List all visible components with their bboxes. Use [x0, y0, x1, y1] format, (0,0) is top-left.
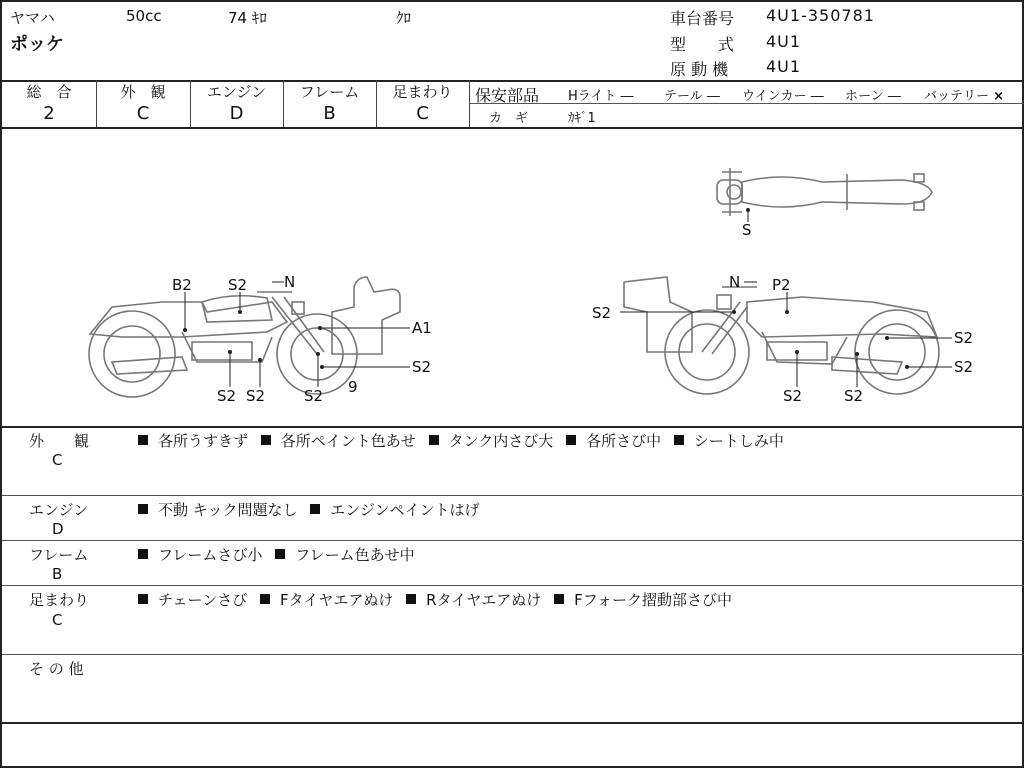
frame-number-label: 車台番号: [670, 9, 735, 28]
row-exterior-grade: C: [52, 451, 63, 469]
divider: [2, 426, 1024, 428]
divider: [469, 103, 1024, 104]
row-engine-label: エンジン: [29, 501, 89, 519]
grade-label: 足まわり: [392, 83, 453, 101]
safety-item-tail: テール ―: [664, 89, 720, 104]
divider: [2, 495, 1024, 496]
bullet-square-icon: [310, 504, 320, 514]
note: チェーンさび: [158, 591, 248, 609]
bike-right-view-icon: [624, 277, 939, 394]
grade-overall: [2, 82, 96, 126]
type-label: 型 式: [670, 35, 735, 54]
divider: [283, 80, 284, 127]
engine-model-label: 原 動 機: [670, 60, 729, 79]
grade-value: D: [229, 103, 244, 124]
label-s2: S2: [217, 387, 237, 405]
safety-item-horn: ホーン ―: [845, 89, 901, 104]
note: 不動 キック問題なし: [158, 501, 298, 519]
bullet-square-icon: [138, 435, 148, 445]
safety-item-headlight: Hライト ―: [568, 89, 634, 104]
bullet-square-icon: [261, 435, 271, 445]
label-s2: S2: [228, 276, 248, 294]
label-p2: P2: [772, 276, 791, 294]
grade-value: B: [323, 103, 336, 124]
label-n: N: [729, 273, 741, 291]
label-s2: S2: [783, 387, 803, 405]
grade-label: 総 合: [26, 83, 72, 101]
grade-value: C: [416, 103, 429, 124]
grade-value: C: [136, 103, 150, 124]
bullet-square-icon: [429, 435, 439, 445]
grade-label: エンジン: [206, 83, 267, 101]
row-suspension-grade: C: [52, 611, 63, 629]
maker: ヤマハ: [10, 9, 55, 27]
safety-item-battery: バッテリー ×: [924, 89, 1005, 104]
note: フレームさび小: [158, 546, 263, 564]
label-a1: A1: [412, 319, 432, 337]
safety-parts-title: 保安部品: [475, 86, 540, 105]
bullet-square-icon: [138, 549, 148, 559]
grade-exterior: [96, 82, 190, 126]
label-b2: B2: [172, 276, 192, 294]
grade-label: 外 観: [120, 83, 166, 101]
grade-label: フレーム: [299, 83, 360, 101]
note: Rタイヤエアぬけ: [426, 591, 542, 609]
note: フレーム色あせ中: [295, 546, 415, 564]
bullet-square-icon: [554, 594, 564, 604]
row-frame-label: フレーム: [29, 546, 89, 564]
grade-suspension: [376, 82, 469, 126]
note: タンク内さび大: [448, 432, 554, 450]
label-top-s: S: [742, 221, 752, 239]
note: Fタイヤエアぬけ: [280, 591, 394, 609]
mileage: 74 ｷﾛ: [228, 9, 267, 27]
note: エンジンペイントはげ: [330, 501, 480, 519]
row-suspension-label: 足まわり: [29, 591, 90, 609]
divider: [190, 80, 191, 127]
label-s2: S2: [844, 387, 864, 405]
key-label: カ ギ: [489, 111, 529, 126]
displacement: 50cc: [126, 7, 162, 25]
bullet-square-icon: [406, 594, 416, 604]
divider: [376, 80, 377, 127]
grade-engine: [190, 82, 283, 126]
engine-model-value: 4U1: [766, 57, 802, 76]
label-s2: S2: [246, 387, 266, 405]
damage-diagram: [2, 128, 1024, 426]
label-s2: S2: [412, 358, 432, 376]
bullet-square-icon: [674, 435, 684, 445]
safety-item-winker: ウインカー ―: [742, 89, 824, 104]
row-engine-notes: [138, 499, 488, 520]
frame-number-value: 4U1-350781: [766, 6, 875, 25]
row-frame-notes: [138, 544, 423, 565]
key-value: ｶｷﾞ1: [568, 111, 596, 126]
grade-value: 2: [43, 103, 55, 124]
row-exterior-label: 外 観: [29, 432, 90, 450]
note: 各所ペイント色あせ: [280, 432, 416, 450]
divider: [2, 654, 1024, 655]
bullet-square-icon: [260, 594, 270, 604]
label-s2: S2: [954, 329, 974, 347]
color: ｸﾛ: [396, 9, 412, 27]
label-s2: S2: [304, 387, 324, 405]
bullet-square-icon: [275, 549, 285, 559]
label-9: 9: [348, 378, 358, 396]
note: 各所うすきず: [158, 432, 249, 450]
divider: [2, 540, 1024, 541]
note: シートしみ中: [693, 432, 784, 450]
row-suspension-notes: [138, 589, 740, 610]
note: 各所さび中: [586, 432, 662, 450]
label-s2: S2: [592, 304, 612, 322]
divider: [96, 80, 97, 127]
note: Fフォーク摺動部さび中: [574, 591, 732, 609]
grade-frame: [283, 82, 376, 126]
row-other-label: そ の 他: [29, 660, 84, 678]
row-exterior-notes: [138, 430, 792, 451]
model-name: ポッケ: [10, 34, 64, 55]
bullet-square-icon: [566, 435, 576, 445]
label-s2: S2: [954, 358, 974, 376]
bullet-square-icon: [138, 504, 148, 514]
row-engine-grade: D: [52, 520, 64, 538]
row-frame-grade: B: [52, 565, 63, 583]
divider: [2, 722, 1024, 724]
bullet-square-icon: [138, 594, 148, 604]
divider: [2, 585, 1024, 586]
label-n: N: [284, 273, 296, 291]
type-value: 4U1: [766, 32, 802, 51]
